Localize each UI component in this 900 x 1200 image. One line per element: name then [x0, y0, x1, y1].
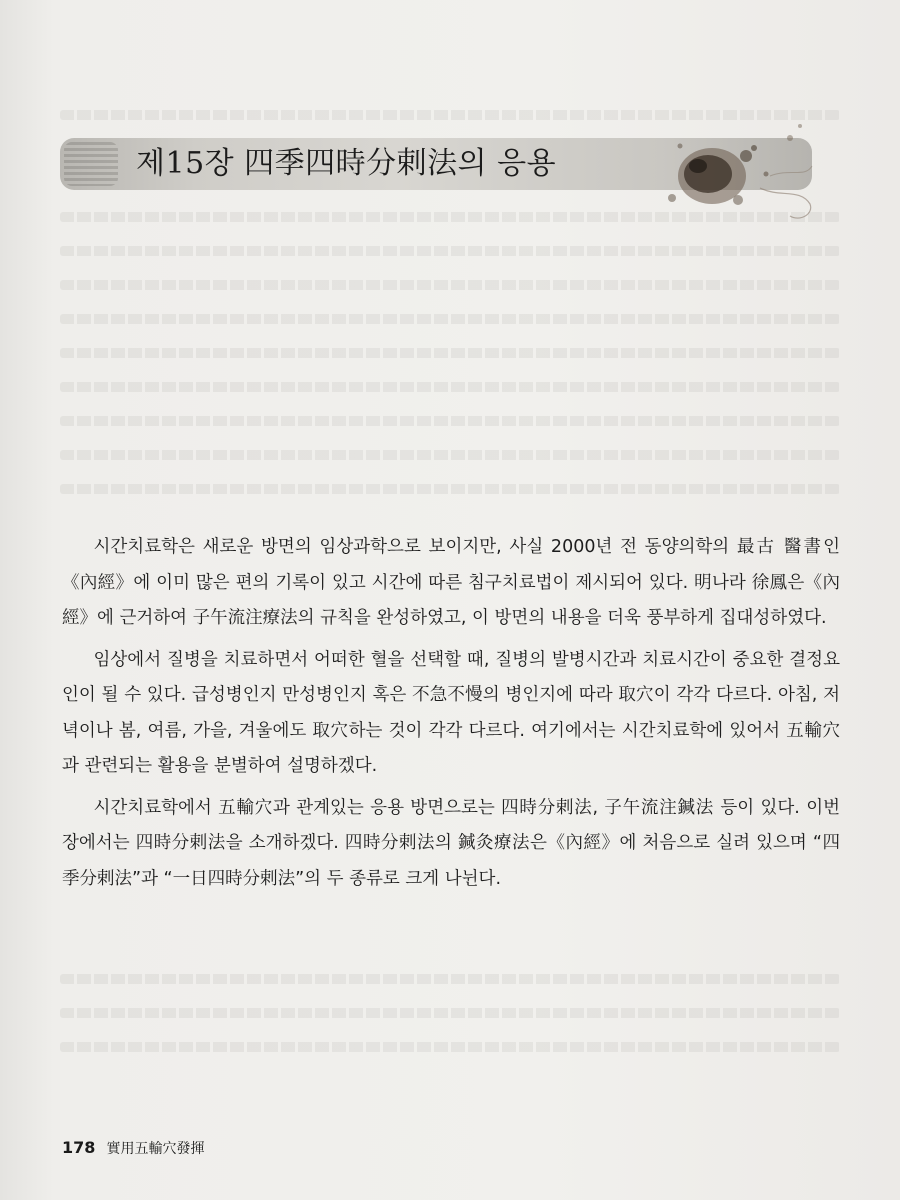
show-through-line [60, 280, 840, 290]
decorative-stamp [64, 142, 118, 186]
page-number: 178 [62, 1138, 96, 1157]
show-through-line [60, 382, 840, 392]
chapter-title: 제15장 四季四時分剌法의 응용 [136, 146, 557, 181]
show-through-line [60, 314, 840, 324]
show-through-line [60, 246, 840, 256]
show-through-line [60, 484, 840, 494]
show-through-line [60, 974, 840, 984]
paragraph: 시간치료학은 새로운 방면의 임상과학으로 보이지만, 사실 2000년 전 동양의학의 最古 醫書인《內經》에 이미 많은 편의 기록이 있고 시간에 따른 침구치료법이 제시되어 있다. 明나라 徐鳳은《內經》에 근거하여 子午流注療法의 규칙을 완성하였고, 이 방면의 내용을 더욱 풍부하게 집대성하였다. [62, 537, 840, 628]
ink-splash-decoration [650, 118, 820, 238]
paragraph: 시간치료학에서 五輸穴과 관계있는 응용 방면으로는 四時分剌法, 子午流注鍼法 등이 있다. 이번 장에서는 四時分剌法을 소개하겠다. 四時分剌法의 鍼灸療法은《內經》에 처음으로 실려 있으며 “四季分剌法”과 “一日四時分剌法”의 두 종류로 크게 나뉜다. [62, 797, 840, 889]
show-through-line [60, 416, 840, 426]
show-through-line [60, 1042, 840, 1052]
body-text [62, 530, 840, 903]
show-through-line [60, 348, 840, 358]
show-through-line [60, 450, 840, 460]
paragraph: 임상에서 질병을 치료하면서 어떠한 혈을 선택할 때, 질병의 발병시간과 치료시간이 중요한 결정요인이 될 수 있다. 급성병인지 만성병인지 혹은 不急不慢의 병인지에 따라 取穴이 각각 다르다. 아침, 저녁이나 봄, 여름, 가을, 겨울에도 取穴하는 것이 각각 다르다. 여기에서는 시간치료학에 있어서 五輸穴과 관련되는 활용을 분별하여 설명하겠다. [62, 649, 840, 776]
page-footer [62, 1138, 205, 1158]
book-title: 實用五輸穴發揮 [106, 1141, 205, 1157]
show-through-line [60, 1008, 840, 1018]
